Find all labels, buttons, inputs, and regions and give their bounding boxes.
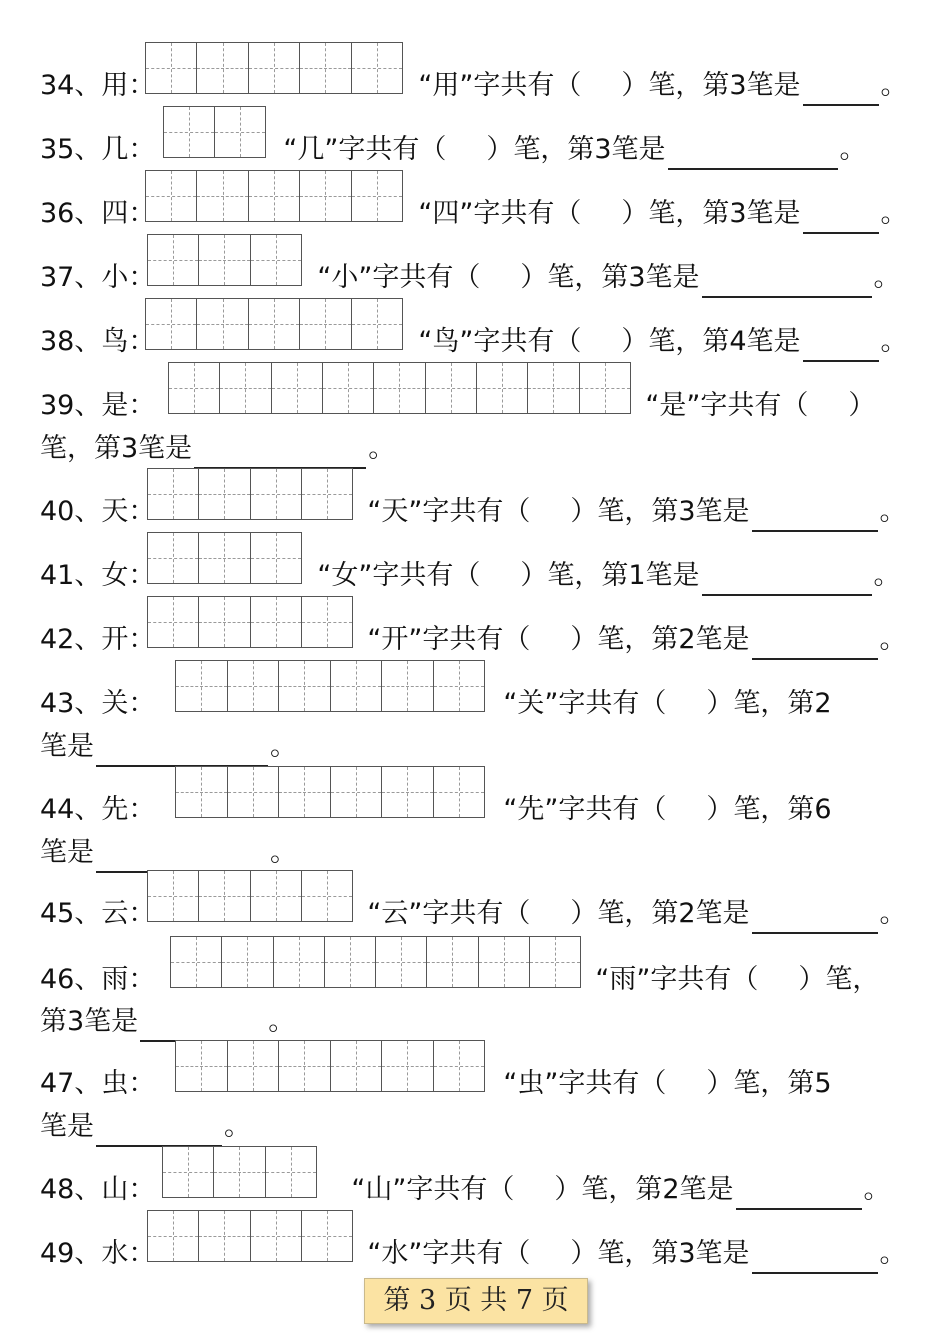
answer-blank[interactable]: [702, 264, 872, 298]
answer-blank[interactable]: [96, 839, 268, 873]
question-37: 37、小： “小”字共有（ ）笔，第3笔是 。: [40, 258, 901, 298]
question-text: “用”字共有（: [418, 70, 582, 101]
answer-blank[interactable]: [803, 200, 879, 234]
answer-blank[interactable]: [96, 1113, 222, 1147]
question-38: 38、鸟： “鸟”字共有（ ）笔，第4笔是 。: [40, 322, 908, 362]
question-label: 34、用：: [40, 70, 156, 101]
answer-blank[interactable]: [194, 435, 366, 469]
question-46: 46、雨： “雨”字共有（ ）笔，: [40, 964, 880, 995]
answer-blank[interactable]: [668, 136, 838, 170]
question-46-continued: 第3笔是 。: [40, 1002, 295, 1042]
page-number-footer: 第 3 页 共 7 页: [364, 1278, 588, 1324]
question-40: 40、天： “天”字共有（ ）笔，第3笔是 。: [40, 492, 907, 532]
answer-blank[interactable]: [736, 1176, 862, 1210]
question-44: 44、先： “先”字共有（ ）笔，第6: [40, 794, 832, 825]
question-42: 42、开： “开”字共有（ ）笔，第2笔是 。: [40, 620, 907, 660]
question-45: 45、云： “云”字共有（ ）笔，第2笔是 。: [40, 894, 907, 934]
answer-blank[interactable]: [803, 328, 879, 362]
question-34: 34、用： “用”字共有（ ）笔，第3笔是 。: [40, 66, 908, 106]
answer-blank[interactable]: [752, 626, 878, 660]
question-39-continued: 笔，第3笔是 。: [40, 429, 395, 469]
answer-blank[interactable]: [702, 562, 872, 596]
question-47: 47、虫： “虫”字共有（ ）笔，第5: [40, 1068, 832, 1099]
question-35: 35、几： “几”字共有（ ）笔，第3笔是 。: [40, 130, 867, 170]
question-48: 48、山： “山”字共有（ ）笔，第2笔是 。: [40, 1170, 891, 1210]
question-49: 49、水： “水”字共有（ ）笔，第3笔是 。: [40, 1234, 907, 1274]
answer-blank[interactable]: [752, 900, 878, 934]
answer-blank[interactable]: [96, 733, 268, 767]
answer-blank[interactable]: [140, 1008, 266, 1042]
answer-blank[interactable]: [752, 1240, 878, 1274]
question-text: ）笔，第3笔是: [621, 70, 801, 101]
question-43: 43、关： “关”字共有（ ）笔，第2: [40, 688, 832, 719]
question-36: 36、四： “四”字共有（ ）笔，第3笔是 。: [40, 194, 908, 234]
answer-blank[interactable]: [752, 498, 878, 532]
question-43-continued: 笔是 。: [40, 727, 297, 767]
answer-blank[interactable]: [803, 72, 879, 106]
question-41: 41、女： “女”字共有（ ）笔，第1笔是 。: [40, 556, 901, 596]
question-47-continued: 笔是 。: [40, 1107, 251, 1147]
question-44-continued: 笔是 。: [40, 833, 297, 873]
question-39: 39、是： “是”字共有（ ）: [40, 390, 876, 421]
